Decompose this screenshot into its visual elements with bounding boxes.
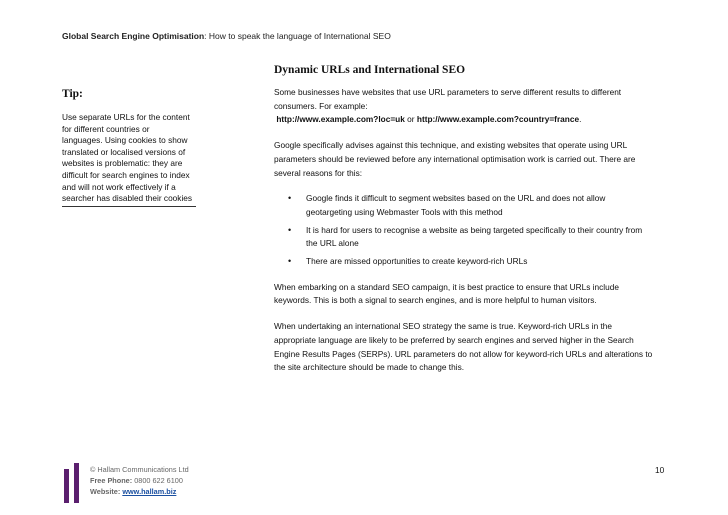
paragraph-standard-seo bbox=[274, 281, 672, 308]
list-item-line: the URL alone bbox=[306, 238, 359, 249]
footer-phone bbox=[90, 475, 189, 486]
section-title: Dynamic URLs and International SEO bbox=[274, 64, 466, 76]
example-url-france: http://www.example.com?country=france bbox=[416, 114, 580, 125]
list-item bbox=[272, 224, 672, 251]
paragraph-international-seo bbox=[274, 320, 672, 375]
paragraph-line: Engine Results Pages (SERPs). URL parameters do not allow for keyword-rich URLs and alterations to bbox=[274, 348, 653, 359]
document-header bbox=[62, 31, 391, 41]
paragraph-line: the site architecture should be made to change this. bbox=[274, 362, 465, 373]
bullet-icon: • bbox=[288, 224, 292, 235]
tip-line: difficult for search engines to index bbox=[62, 169, 190, 180]
bullet-icon: • bbox=[288, 193, 292, 204]
tip-title: Tip: bbox=[62, 88, 83, 100]
hallam-logo-icon bbox=[64, 463, 82, 503]
page-number: 10 bbox=[655, 465, 665, 475]
website-label: Website: bbox=[90, 487, 121, 496]
main-content bbox=[272, 64, 672, 387]
list-item bbox=[272, 192, 672, 219]
footer-copyright: © Hallam Communications Ltd bbox=[90, 465, 189, 474]
paragraph-google-advice bbox=[274, 139, 672, 180]
list-item-line: It is hard for users to recognise a website as being targeted specifically to their country from bbox=[306, 224, 643, 235]
tip-line: for different countries or bbox=[62, 123, 150, 134]
tip-sidebar bbox=[62, 88, 202, 207]
list-item-line: There are missed opportunities to create keyword-rich URLs bbox=[306, 256, 528, 267]
tip-line: websites is problematic: they are bbox=[62, 158, 183, 169]
paragraph-intro bbox=[274, 86, 672, 127]
tip-line: languages. Using cookies to show bbox=[62, 135, 188, 146]
paragraph-line: appropriate language are likely to be preferred by search engines and served higher in the Search bbox=[274, 334, 634, 345]
footer bbox=[90, 464, 189, 497]
tip-line: and will not work effectively if a bbox=[62, 181, 176, 192]
paragraph-line: Google specifically advises against this technique, and existing websites that operate using URL bbox=[274, 140, 628, 151]
example-urls bbox=[274, 113, 672, 127]
phone-number: 0800 622 6100 bbox=[132, 476, 183, 485]
list-item-line: geotargeting using Webmaster Tools with this method bbox=[306, 206, 503, 217]
header-subtitle: : How to speak the language of International SEO bbox=[204, 31, 391, 41]
footer-website bbox=[90, 486, 189, 497]
paragraph-line: several reasons for this: bbox=[274, 167, 363, 178]
paragraph-line: Some businesses have websites that use URL parameters to serve different results to different bbox=[274, 87, 622, 97]
phone-label: Free Phone: bbox=[90, 476, 133, 485]
paragraph-line: When embarking on a standard SEO campaign, it is best practice to ensure that URLs include bbox=[274, 281, 619, 292]
example-url-uk: http://www.example.com?loc=uk bbox=[276, 114, 405, 125]
header-title: Global Search Engine Optimisation bbox=[62, 31, 205, 41]
bullet-icon: • bbox=[288, 256, 292, 267]
tip-line: Use separate URLs for the content bbox=[62, 112, 190, 122]
sidebar-divider bbox=[62, 206, 196, 207]
tip-line: searcher has disabled their cookies bbox=[62, 193, 193, 204]
tip-line: translated or localised versions of bbox=[62, 146, 186, 157]
website-link[interactable]: www.hallam.biz bbox=[122, 487, 177, 496]
paragraph-line: consumers. For example: bbox=[274, 100, 368, 111]
paragraph-line: parameters should be reviewed before any international optimisation work is carried out. There are bbox=[274, 153, 636, 164]
paragraph-line: When undertaking an international SEO strategy the same is true. Keyword-rich URLs in the bbox=[274, 321, 613, 332]
url-separator: or bbox=[404, 114, 417, 125]
list-item-line: Google finds it difficult to segment websites based on the URL and does not allow bbox=[306, 193, 606, 204]
paragraph-line: keywords. This is both a signal to search engines, and is more helpful to human visitors. bbox=[274, 295, 597, 306]
reasons-list bbox=[272, 192, 672, 269]
list-item bbox=[272, 255, 672, 269]
url-end: . bbox=[579, 114, 582, 125]
